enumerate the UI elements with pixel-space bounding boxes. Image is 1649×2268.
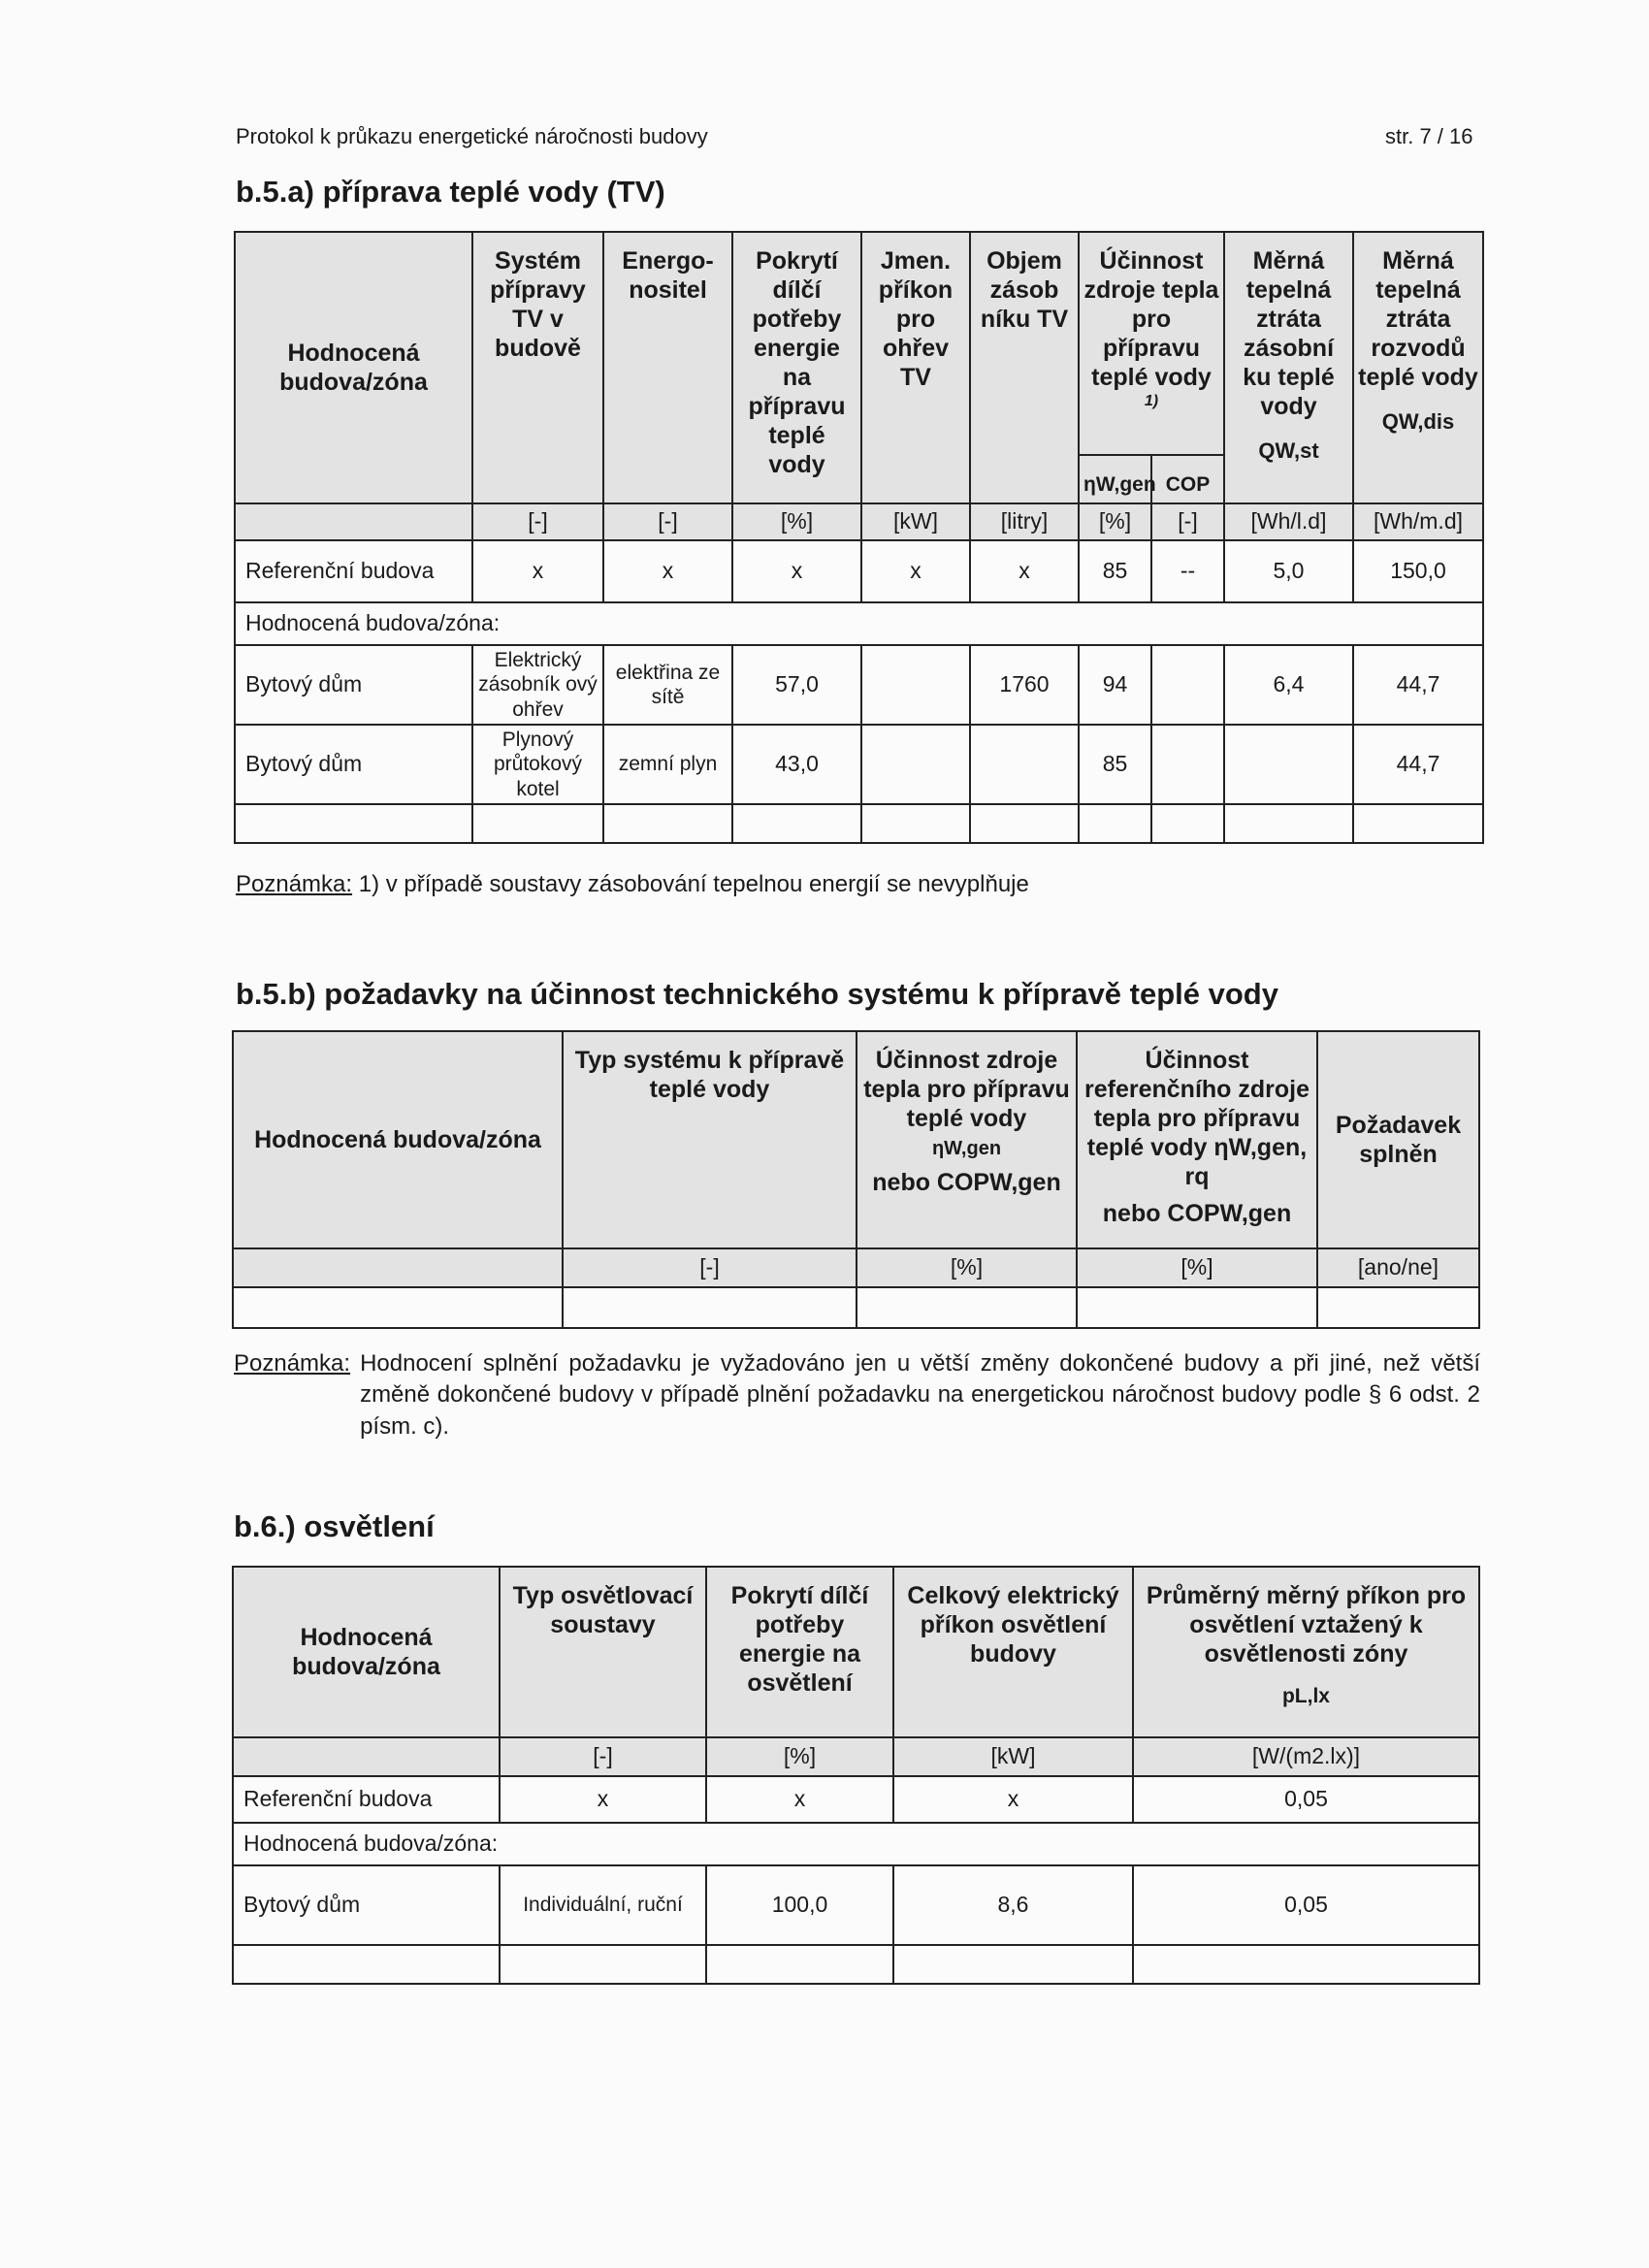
col-power: Celkový elektrický příkon osvětlení budovy [893, 1567, 1133, 1737]
col-requirement: Požadavek splněn [1317, 1031, 1479, 1248]
table-row-reference: Referenční budova x x x 0,05 [233, 1776, 1479, 1823]
col-zone: Hodnocená budova/zóna [233, 1567, 500, 1737]
symbol-plx: pL,lx [1281, 1685, 1330, 1707]
zone-label: Hodnocená budova/zóna: [233, 1823, 1479, 1865]
table-row: Bytový dům Plynový průtokový kotel zemní plyn 43,0 85 44,7 [235, 725, 1483, 804]
col-volume: Objem zásob níku TV [970, 232, 1079, 503]
col-loss-distribution: Měrná tepelná ztráta rozvodů teplé vody QW,dis [1353, 232, 1483, 503]
table-row-empty [233, 1945, 1479, 1984]
col-type: Typ systému k přípravě teplé vody [563, 1031, 857, 1248]
zone-label: Hodnocená budova/zóna: [235, 602, 1483, 645]
unit-cell: [-] [500, 1737, 706, 1776]
page-number: str. 7 / 16 [1385, 124, 1473, 148]
section-heading-b5a: b.5.a) příprava teplé vody (TV) [236, 175, 665, 209]
section-heading-b5b: b.5.b) požadavky na účinnost technického systému k přípravě teplé vody [236, 977, 1278, 1011]
note-b5b [234, 1348, 1480, 1442]
note-text: Hodnocení splnění požadavku je vyžadováno jen u větší změny dokončené budovy a při jiné, než větší změně dokončené budovy v případě plnění požadavku na energetickou náročnost budovy podle § 6 odst. 2 písm. c). [360, 1350, 1480, 1440]
col-coverage: Pokrytí dílčí potřeby energie na přípravu teplé vody [732, 232, 861, 503]
note-b5a [236, 869, 1029, 900]
table-b5a [234, 231, 1484, 844]
note-text: 1) v případě soustavy zásobování tepelnou energií se nevyplňuje [358, 871, 1029, 897]
unit-cell: [Wh/l.d] [1224, 503, 1353, 540]
unit-cell: [litry] [970, 503, 1079, 540]
unit-cell: [kW] [893, 1737, 1133, 1776]
symbol-cop-ref: nebo COPW,gen [1102, 1200, 1292, 1227]
unit-cell: [-] [603, 503, 732, 540]
table-row: Bytový dům Individuální, ruční 100,0 8,6 0,05 [233, 1865, 1479, 1945]
unit-cell: [%] [706, 1737, 893, 1776]
symbol-eta: ηW,gen [931, 1138, 1002, 1159]
table-b5b [232, 1030, 1480, 1329]
col-power: Jmen. příkon pro ohřev TV [861, 232, 970, 503]
symbol-qwdis: QW,dis [1381, 409, 1455, 434]
unit-cell: [%] [1079, 503, 1151, 540]
note-label: Poznámka: [236, 871, 353, 897]
section-heading-b6: b.6.) osvětlení [234, 1509, 435, 1543]
table-row-reference: Referenční budova x x x x x 85 -- 5,0 150,0 [235, 540, 1483, 602]
col-avg-power: Průměrný měrný příkon pro osvětlení vztažený k osvětlenosti zóny pL,lx [1133, 1567, 1479, 1737]
unit-cell: [%] [857, 1248, 1077, 1287]
doc-header-title: Protokol k průkazu energetické náročnosti budovy [236, 124, 708, 148]
unit-cell: [kW] [861, 503, 970, 540]
unit-cell: [-] [1151, 503, 1224, 540]
col-eta-wgen: ηW,gen [1079, 455, 1151, 503]
col-loss-storage: Měrná tepelná ztráta zásobní ku teplé vody QW,st [1224, 232, 1353, 503]
col-efficiency: Účinnost zdroje tepla pro přípravu teplé vody ηW,gen nebo COPW,gen [857, 1031, 1077, 1248]
col-type: Typ osvětlovací soustavy [500, 1567, 706, 1737]
table-row: Bytový dům Elektrický zásobník ový ohřev elektřina ze sítě 57,0 1760 94 6,4 44,7 [235, 645, 1483, 725]
col-system: Systém přípravy TV v budově [472, 232, 603, 503]
unit-cell: [Wh/m.d] [1353, 503, 1483, 540]
unit-cell: [-] [472, 503, 603, 540]
table-b6 [232, 1566, 1480, 1985]
unit-cell: [W/(m2.lx)] [1133, 1737, 1479, 1776]
col-zone: Hodnocená budova/zóna [235, 232, 472, 503]
unit-cell: [-] [563, 1248, 857, 1287]
symbol-qwst: QW,st [1258, 438, 1319, 463]
table-row-empty [235, 804, 1483, 843]
table-row-empty [233, 1287, 1479, 1328]
col-cop: COP [1151, 455, 1224, 503]
unit-cell: [%] [732, 503, 861, 540]
unit-cell: [%] [1077, 1248, 1317, 1287]
col-coverage: Pokrytí dílčí potřeby energie na osvětlení [706, 1567, 893, 1737]
unit-cell: [ano/ne] [1317, 1248, 1479, 1287]
col-ref-efficiency: Účinnost referenčního zdroje tepla pro přípravu teplé vody ηW,gen, rq nebo COPW,gen [1077, 1031, 1317, 1248]
col-zone: Hodnocená budova/zóna [233, 1031, 563, 1248]
symbol-cop: nebo COPW,gen [872, 1169, 1061, 1196]
col-efficiency: Účinnost zdroje tepla pro přípravu teplé vody $^{1)}$ [1079, 232, 1224, 455]
note-label: Poznámka: [234, 1350, 351, 1377]
footnote-marker: 1) [1144, 393, 1159, 409]
col-carrier: Energo-nositel [603, 232, 732, 503]
